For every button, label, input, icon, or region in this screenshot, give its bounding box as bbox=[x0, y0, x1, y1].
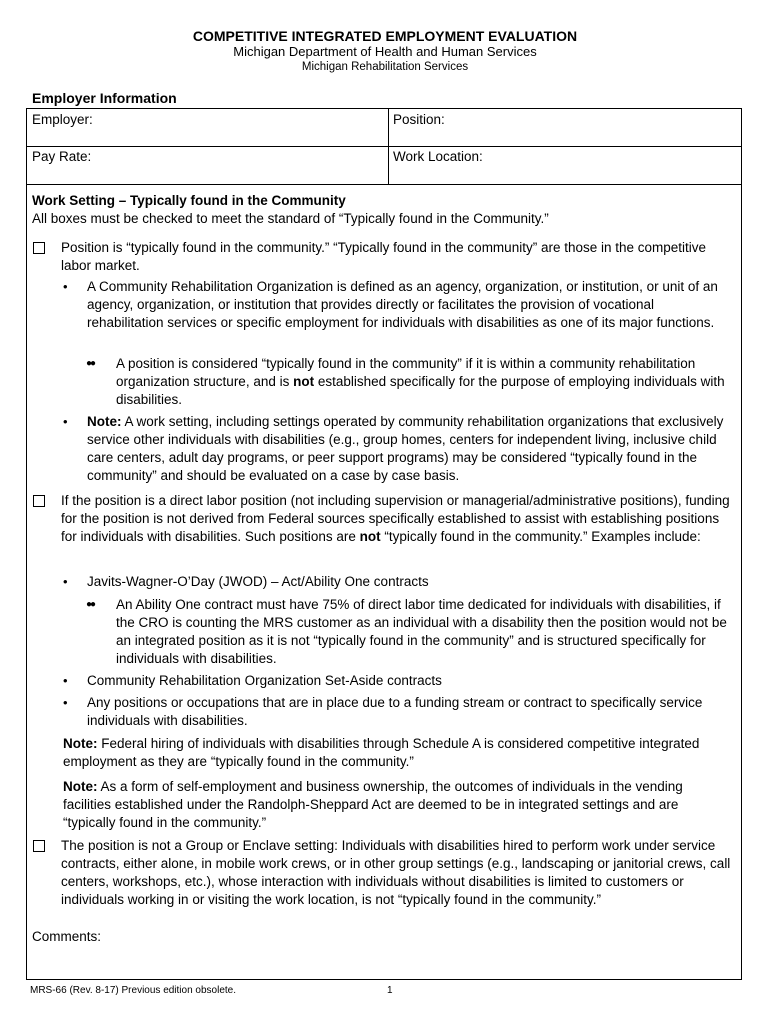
bullet-dot: • bbox=[63, 673, 68, 688]
bullet-dot: • bbox=[63, 574, 68, 589]
employer-info-heading: Employer Information bbox=[32, 90, 177, 106]
item2-note2: Note: As a form of self-employment and business ownership, the outcomes of individuals in the vending facilities established under the Randolph-Sheppard Act are deemed to be in integrated settings and are “typically found in the community.” bbox=[63, 779, 683, 830]
row-divider bbox=[27, 146, 741, 147]
item2-sub1: An Ability One contract must have 75% of direct labor time dedicated for individuals with disabilities, if the CRO is counting the MRS customer as an individual with a disability then the position would not be an integrated position as it is not “typically found in the community” and is structured specifically for individuals with disabilities. bbox=[116, 597, 727, 666]
item2-note1: Note: Federal hiring of individuals with disabilities through Schedule A is considered competitive integrated employment as they are “typically found in the community.” bbox=[63, 736, 700, 769]
item3-text: The position is not a Group or Enclave setting: Individuals with disabilities hired to perform work under service contracts, either alone, in mobile work crews, or in other group settings (e.g., landscaping or janitorial crews, call centers, workshops, etc.), whose interaction with individuals without disabilities is limited to customers or individuals working in or visiting the work location, is not “typically found in the community.” bbox=[61, 838, 731, 907]
item2-checkbox[interactable] bbox=[33, 495, 45, 507]
position-field[interactable]: Position: bbox=[393, 112, 445, 127]
form-id: MRS-66 (Rev. 8-17) Previous edition obsolete. bbox=[30, 985, 237, 996]
item2-bullet2: Community Rehabilitation Organization Set-Aside contracts bbox=[87, 673, 442, 688]
department-name: Michigan Department of Health and Human Services bbox=[233, 44, 537, 59]
bullet-dot: • bbox=[63, 414, 68, 429]
pay-rate-field[interactable]: Pay Rate: bbox=[32, 149, 92, 164]
bullet-dot: • bbox=[63, 279, 68, 294]
row-divider bbox=[27, 184, 741, 185]
item1-sub1: A position is considered “typically found in the community” if it is within a community rehabilitation organization structure, and is not established specifically for the purpose of employing individuals with disabilities. bbox=[116, 356, 725, 407]
double-bullet: ●● bbox=[86, 358, 95, 369]
work-setting-heading: Work Setting – Typically found in the Community bbox=[32, 193, 346, 208]
item3-checkbox[interactable] bbox=[33, 840, 45, 852]
work-setting-instruction: All boxes must be checked to meet the standard of “Typically found in the Community.” bbox=[32, 211, 549, 226]
item1-text: Position is “typically found in the community.” “Typically found in the community” are those in the competitive labor market. bbox=[61, 240, 707, 273]
double-bullet: ●● bbox=[86, 599, 95, 610]
bullet-dot: • bbox=[63, 695, 68, 710]
item2-bullet1: Javits-Wagner-O’Day (JWOD) – Act/Ability One contracts bbox=[87, 574, 429, 589]
page-number: 1 bbox=[387, 985, 393, 996]
employer-field[interactable]: Employer: bbox=[32, 112, 93, 127]
form-title: COMPETITIVE INTEGRATED EMPLOYMENT EVALUATION bbox=[192, 28, 578, 44]
item2-bullet3: Any positions or occupations that are in place due to a funding stream or contract to specifically service individuals with disabilities. bbox=[87, 695, 703, 728]
item1-bullet1: A Community Rehabilitation Organization is defined as an agency, organization, or institution, or unit of an agency, organization, or institution that provides directly or facilitates the provision of vocational rehabilitation services or specific employment for individuals with disabilities as one of its major functions. bbox=[87, 279, 718, 330]
item1-note: Note: A work setting, including settings operated by community rehabilitation organizations that exclusively service other individuals with disabilities (e.g., group homes, centers for independent living, inclusive child care centers, adult day programs, or peer support programs) may be considered “typically found in the community” and should be evaluated on a case by case basis. bbox=[87, 414, 724, 483]
item2-text: If the position is a direct labor position (not including supervision or managerial/administrative positions), funding for the position is not derived from Federal sources specifically established to assist with establishing positions for individuals with disabilities. Such positions are not “typically found in the community.” Examples include: bbox=[61, 493, 730, 544]
comments-field[interactable]: Comments: bbox=[32, 929, 102, 944]
work-location-field[interactable]: Work Location: bbox=[393, 149, 483, 164]
subdepartment-name: Michigan Rehabilitation Services bbox=[301, 61, 469, 73]
item1-checkbox[interactable] bbox=[33, 242, 45, 254]
